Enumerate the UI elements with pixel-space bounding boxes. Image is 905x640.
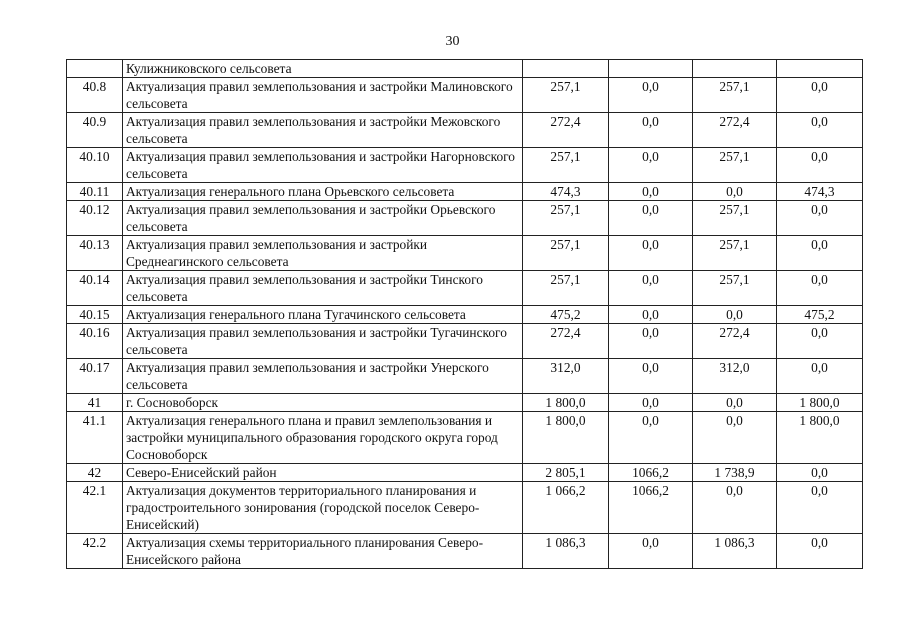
row-name-cell: Актуализация правил землепользования и застройки Тугачинского сельсовета [123, 324, 523, 359]
value-cell-1 [523, 60, 609, 78]
row-number-cell: 42.2 [67, 534, 123, 569]
value-cell-1: 1 086,3 [523, 534, 609, 569]
row-number-cell: 40.12 [67, 201, 123, 236]
value-cell-3: 272,4 [693, 113, 777, 148]
value-cell-2: 0,0 [609, 183, 693, 201]
row-name-cell: Актуализация схемы территориального планирования Северо-Енисейского района [123, 534, 523, 569]
page-number: 30 [445, 34, 460, 49]
value-cell-4: 475,2 [777, 306, 863, 324]
value-cell-4: 0,0 [777, 324, 863, 359]
row-name-cell: Актуализация правил землепользования и застройки Тинского сельсовета [123, 271, 523, 306]
row-name-cell: Актуализация генерального плана Тугачинского сельсовета [123, 306, 523, 324]
table-row [67, 113, 863, 148]
value-cell-3: 257,1 [693, 236, 777, 271]
value-cell-4: 0,0 [777, 148, 863, 183]
value-cell-3 [693, 60, 777, 78]
table-body [67, 60, 863, 569]
row-name-cell: Актуализация правил землепользования и застройки Межовского сельсовета [123, 113, 523, 148]
value-cell-4: 0,0 [777, 464, 863, 482]
row-number-cell: 40.11 [67, 183, 123, 201]
table-row [67, 60, 863, 78]
row-name-cell: Актуализация генерального плана Орьевского сельсовета [123, 183, 523, 201]
value-cell-2 [609, 60, 693, 78]
value-cell-4: 0,0 [777, 482, 863, 534]
value-cell-3: 257,1 [693, 148, 777, 183]
row-name-cell: Кулижниковского сельсовета [123, 60, 523, 78]
value-cell-4: 474,3 [777, 183, 863, 201]
row-number-cell: 40.15 [67, 306, 123, 324]
row-number-cell [67, 60, 123, 78]
value-cell-3: 0,0 [693, 394, 777, 412]
value-cell-1: 257,1 [523, 271, 609, 306]
value-cell-4: 1 800,0 [777, 394, 863, 412]
table-row [67, 464, 863, 482]
row-name-cell: Актуализация правил землепользования и застройки Малиновского сельсовета [123, 78, 523, 113]
value-cell-4: 0,0 [777, 201, 863, 236]
table-row [67, 201, 863, 236]
value-cell-3: 257,1 [693, 271, 777, 306]
row-number-cell: 40.9 [67, 113, 123, 148]
table-row [67, 271, 863, 306]
row-name-cell: Актуализация правил землепользования и застройки Среднеагинского сельсовета [123, 236, 523, 271]
row-name-cell: Северо-Енисейский район [123, 464, 523, 482]
value-cell-1: 2 805,1 [523, 464, 609, 482]
row-number-cell: 40.14 [67, 271, 123, 306]
row-number-cell: 41.1 [67, 412, 123, 464]
value-cell-1: 272,4 [523, 113, 609, 148]
value-cell-2: 1066,2 [609, 482, 693, 534]
value-cell-4: 1 800,0 [777, 412, 863, 464]
table-row [67, 394, 863, 412]
value-cell-2: 0,0 [609, 78, 693, 113]
value-cell-2: 0,0 [609, 359, 693, 394]
value-cell-4: 0,0 [777, 271, 863, 306]
value-cell-2: 0,0 [609, 113, 693, 148]
value-cell-2: 0,0 [609, 236, 693, 271]
row-number-cell: 40.8 [67, 78, 123, 113]
value-cell-2: 0,0 [609, 394, 693, 412]
value-cell-2: 1066,2 [609, 464, 693, 482]
value-cell-2: 0,0 [609, 306, 693, 324]
row-name-cell: Актуализация правил землепользования и застройки Орьевского сельсовета [123, 201, 523, 236]
value-cell-3: 0,0 [693, 482, 777, 534]
value-cell-3: 1 738,9 [693, 464, 777, 482]
value-cell-1: 474,3 [523, 183, 609, 201]
value-cell-4 [777, 60, 863, 78]
table-row [67, 534, 863, 569]
value-cell-1: 257,1 [523, 148, 609, 183]
row-number-cell: 42.1 [67, 482, 123, 534]
value-cell-1: 1 066,2 [523, 482, 609, 534]
table-row [67, 359, 863, 394]
value-cell-2: 0,0 [609, 271, 693, 306]
value-cell-1: 1 800,0 [523, 412, 609, 464]
row-number-cell: 40.16 [67, 324, 123, 359]
value-cell-4: 0,0 [777, 78, 863, 113]
table-row [67, 236, 863, 271]
value-cell-4: 0,0 [777, 236, 863, 271]
row-name-cell: Актуализация правил землепользования и застройки Нагорновского сельсовета [123, 148, 523, 183]
row-name-cell: Актуализация документов территориального планирования и градостроительного зонирования (городской поселок Северо-Енисейский) [123, 482, 523, 534]
row-number-cell: 41 [67, 394, 123, 412]
value-cell-1: 475,2 [523, 306, 609, 324]
value-cell-2: 0,0 [609, 412, 693, 464]
row-number-cell: 40.17 [67, 359, 123, 394]
row-number-cell: 40.10 [67, 148, 123, 183]
value-cell-3: 0,0 [693, 183, 777, 201]
value-cell-2: 0,0 [609, 534, 693, 569]
table-row [67, 148, 863, 183]
value-cell-2: 0,0 [609, 148, 693, 183]
value-cell-1: 257,1 [523, 236, 609, 271]
table-row [67, 306, 863, 324]
value-cell-2: 0,0 [609, 201, 693, 236]
value-cell-1: 257,1 [523, 201, 609, 236]
table-row [67, 78, 863, 113]
value-cell-2: 0,0 [609, 324, 693, 359]
value-cell-1: 312,0 [523, 359, 609, 394]
value-cell-3: 1 086,3 [693, 534, 777, 569]
value-cell-3: 0,0 [693, 306, 777, 324]
budget-table [66, 59, 863, 569]
value-cell-4: 0,0 [777, 113, 863, 148]
table-row [67, 482, 863, 534]
value-cell-1: 257,1 [523, 78, 609, 113]
value-cell-1: 272,4 [523, 324, 609, 359]
value-cell-3: 0,0 [693, 412, 777, 464]
value-cell-3: 312,0 [693, 359, 777, 394]
table-row [67, 324, 863, 359]
value-cell-4: 0,0 [777, 359, 863, 394]
table-row [67, 412, 863, 464]
row-name-cell: г. Сосновоборск [123, 394, 523, 412]
value-cell-3: 257,1 [693, 201, 777, 236]
value-cell-4: 0,0 [777, 534, 863, 569]
row-number-cell: 40.13 [67, 236, 123, 271]
row-name-cell: Актуализация генерального плана и правил землепользования и застройки муниципального образования городского округа город Сосновоборск [123, 412, 523, 464]
row-number-cell: 42 [67, 464, 123, 482]
row-name-cell: Актуализация правил землепользования и застройки Унерского сельсовета [123, 359, 523, 394]
value-cell-3: 272,4 [693, 324, 777, 359]
value-cell-3: 257,1 [693, 78, 777, 113]
value-cell-1: 1 800,0 [523, 394, 609, 412]
table-row [67, 183, 863, 201]
